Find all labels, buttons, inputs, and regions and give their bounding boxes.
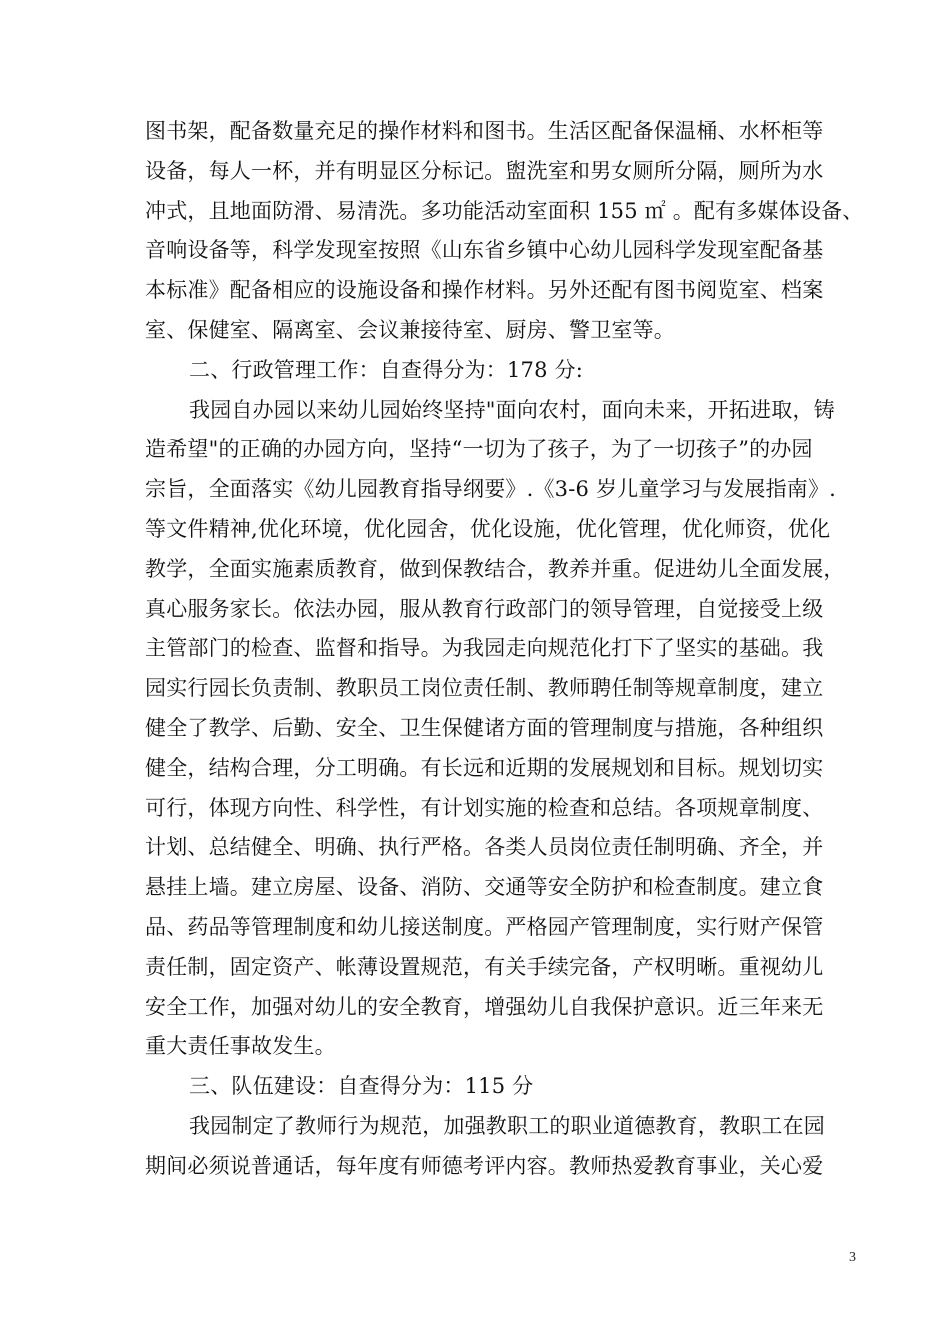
text-line: 造希望"的正确的办园方向，坚持“一切为了孩子，为了一切孩子”的办园 <box>145 437 813 462</box>
text-line: 计划、总结健全、明确、执行严格。各类人员岗位责任制明确、齐全，并 <box>145 835 824 860</box>
text-line: 悬挂上墙。建立房屋、设备、消防、交通等安全防护和检查制度。建立食 <box>145 875 824 900</box>
text-line: 等文件精神,优化环境，优化园舍，优化设施，优化管理，优化师资，优化 <box>145 516 831 541</box>
text-line: 可行，体现方向性、科学性，有计划实施的检查和总结。各项规章制度、 <box>145 795 824 820</box>
text-line: 责任制，固定资产、帐薄设置规范，有关手续完备，产权明晰。重视幼儿 <box>145 954 824 979</box>
text-line: 品、药品等管理制度和幼儿接送制度。严格园产管理制度，实行财产保管 <box>145 914 824 939</box>
text-line: 重大责任事故发生。 <box>145 1034 336 1059</box>
text-line: 主管部门的检查、监督和指导。为我园走向规范化打下了坚实的基础。我 <box>145 636 824 661</box>
text-line: 设备，每人一杯，并有明显区分标记。盥洗室和男女厕所分隔，厕所为水 <box>145 158 824 183</box>
text-line: 健全了教学、后勤、安全、卫生保健诸方面的管理制度与措施，各种组织 <box>145 715 824 740</box>
text-line: 室、保健室、隔离室、会议兼接待室、厨房、警卫室等。 <box>145 317 675 342</box>
page-number: 3 <box>849 1250 856 1265</box>
text-line: 健全，结构合理，分工明确。有长远和近期的发展规划和目标。规划切实 <box>145 755 824 780</box>
text-line: 教学，全面实施素质教育，做到保教结合，教养并重。促进幼儿全面发展， <box>145 556 845 581</box>
text-line: 园实行园长负责制、教职员工岗位责任制、教师聘任制等规章制度，建立 <box>145 676 824 701</box>
text-line: 冲式，且地面防滑、易清洗。多功能活动室面积 155 ㎡ 。配有多媒体设备、 <box>145 198 864 223</box>
text-line: 图书架，配备数量充足的操作材料和图书。生活区配备保温桶、水杯柜等 <box>145 119 824 143</box>
section-heading-team-building: 三、队伍建设：自查得分为：115 分 <box>189 1074 534 1099</box>
text-line: 我园制定了教师行为规范，加强教职工的职业道德教育，教职工在园 <box>189 1113 825 1138</box>
text-line: 我园自办园以来幼儿园始终坚持"面向农村，面向未来，开拓进取，铸 <box>189 397 835 422</box>
body-text <box>145 112 865 1187</box>
text-line: 安全工作，加强对幼儿的安全教育，增强幼儿自我保护意识。近三年来无 <box>145 994 824 1019</box>
section-heading-administration: 二、行政管理工作：自查得分为：178 分: <box>189 357 584 382</box>
text-line: 宗旨，全面落实《幼儿园教育指导纲要》.《3-6 岁儿童学习与发展指南》. <box>145 477 837 502</box>
text-line: 期间必须说普通话，每年度有师德考评内容。教师热爱教育事业，关心爱 <box>145 1153 824 1178</box>
text-line: 本标准》配备相应的设施设备和操作材料。另外还配有图书阅览室、档案 <box>145 278 824 303</box>
text-line: 真心服务家长。依法办园，服从教育行政部门的领导管理，自觉接受上级 <box>145 596 824 621</box>
text-line: 音响设备等，科学发现室按照《山东省乡镇中心幼儿园科学发现室配备基 <box>145 238 824 263</box>
